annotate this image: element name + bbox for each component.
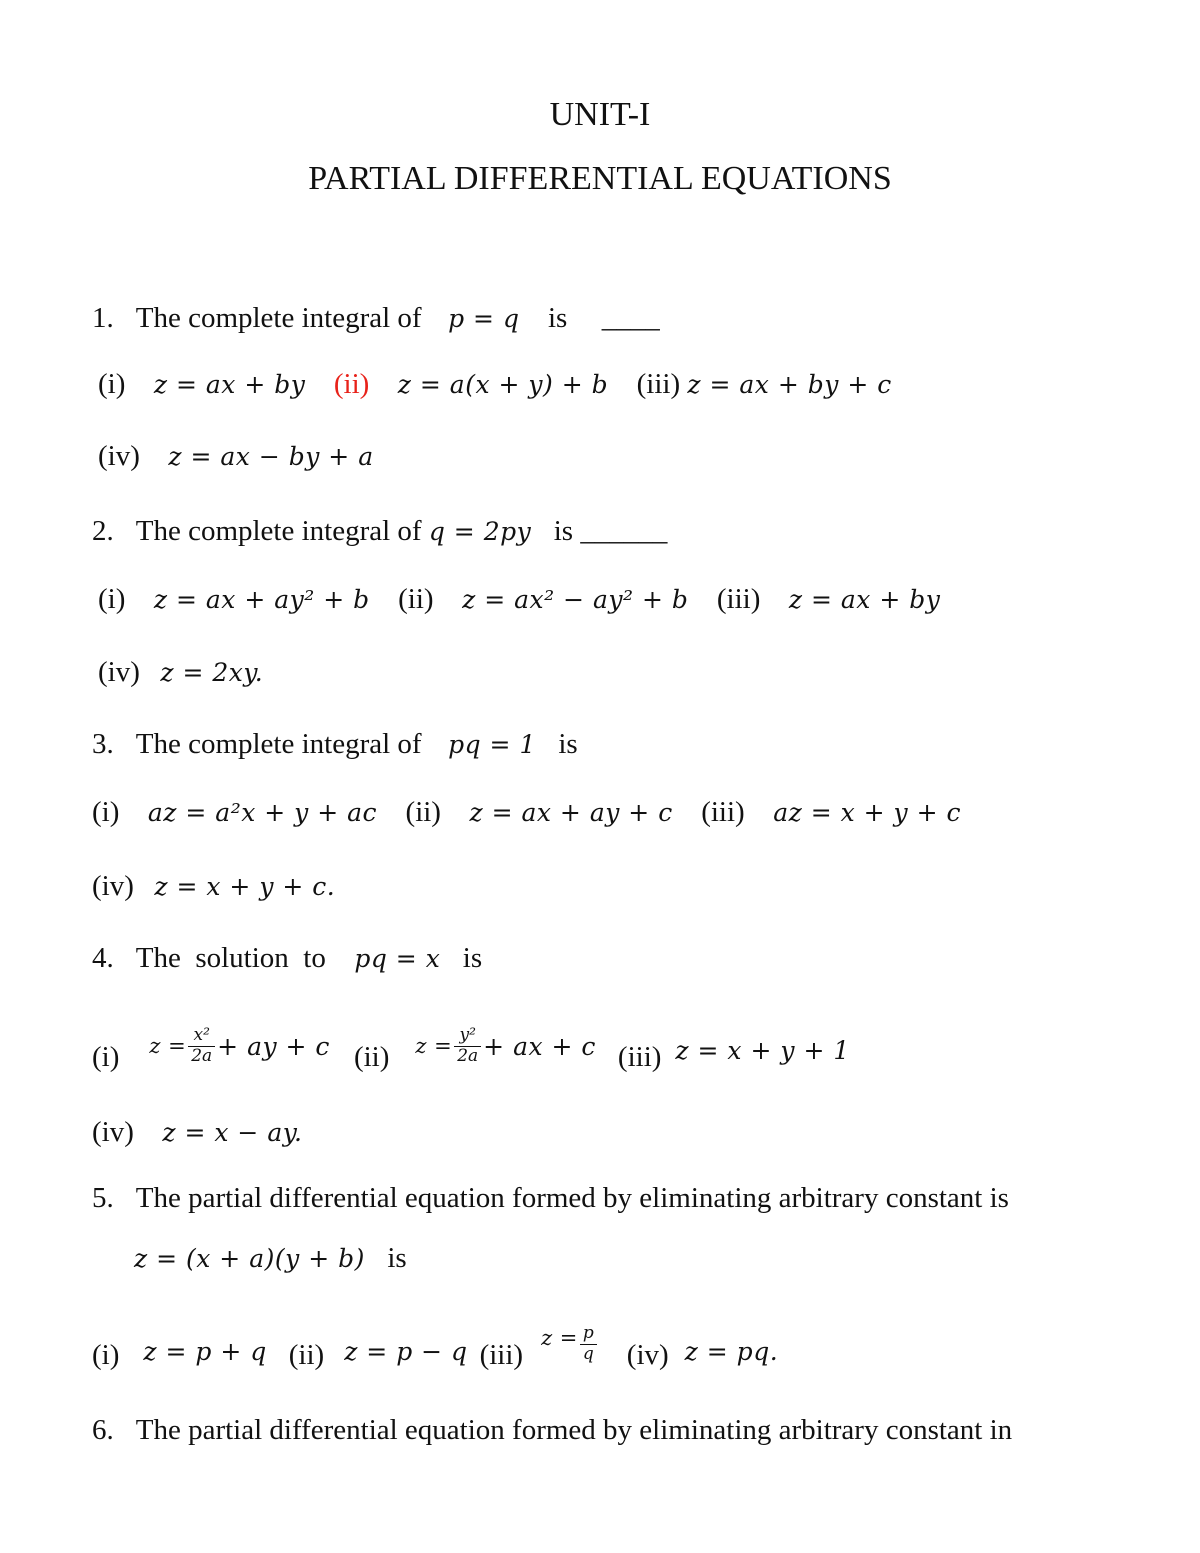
question-2-options-2	[98, 656, 263, 689]
question-expr: pq = x	[354, 944, 441, 973]
question-text: The complete integral of	[135, 302, 422, 334]
unit-heading: UNIT-I	[549, 96, 651, 133]
option-expr-rhs: + ax + c	[483, 1031, 596, 1061]
option-label: (iv)	[626, 1338, 669, 1371]
option-label: (ii)	[405, 796, 441, 828]
option-label: (iii)	[636, 368, 681, 400]
question-tail: is	[547, 302, 568, 334]
question-4-options	[92, 1010, 850, 1082]
fraction	[580, 1324, 597, 1364]
fraction	[454, 1026, 481, 1066]
question-4-options-2	[92, 1116, 302, 1149]
question-number: 2.	[92, 515, 114, 547]
question-number: 5.	[92, 1182, 114, 1214]
option-label: (iv)	[98, 440, 140, 472]
option-label: (i)	[92, 1040, 120, 1073]
fraction-numerator: y²	[454, 1026, 481, 1047]
option-label: (ii)	[398, 583, 434, 615]
option-label: (iv)	[92, 1116, 134, 1148]
answer-blank: ____	[601, 302, 660, 334]
option-expr: z = ax + ay + c	[469, 798, 673, 827]
option-label: (iv)	[92, 870, 134, 902]
option-expr: z = ax + by	[788, 585, 941, 614]
option-label: (ii)	[288, 1338, 325, 1371]
question-number: 4.	[92, 942, 114, 974]
question-tail: is	[558, 728, 578, 760]
option-expr: az = x + y + c	[773, 798, 962, 827]
option-expr: z = p + q	[143, 1336, 267, 1366]
question-5-options	[92, 1306, 778, 1382]
question-expr: pq = 1	[448, 730, 536, 759]
option-expr: z = p − q	[344, 1336, 468, 1366]
option-label-highlighted: (ii)	[333, 368, 370, 400]
question-3-options	[92, 796, 961, 829]
question-4	[92, 942, 482, 975]
question-tail: is	[387, 1242, 407, 1274]
question-5-expression	[134, 1242, 407, 1275]
option-expr: z = pq.	[684, 1336, 779, 1366]
option-expr: z = 2xy.	[160, 658, 264, 687]
question-text: The partial differential equation formed by eliminating arbitrary constant is	[135, 1182, 1009, 1214]
question-6	[92, 1414, 1012, 1447]
question-expr: p = q	[448, 304, 520, 333]
option-label: (iii)	[479, 1338, 524, 1371]
question-3	[92, 728, 578, 761]
option-expr: z = ax² − ay² + b	[462, 585, 689, 614]
fraction-numerator: x²	[188, 1026, 215, 1047]
option-expr: z = x + y + 1	[675, 1035, 850, 1065]
option-expr: z = ax − by + a	[168, 442, 374, 471]
option-expr: z = x − ay.	[162, 1118, 303, 1147]
question-text: The solution to	[135, 942, 326, 974]
option-expr: z = ax + by	[153, 370, 306, 399]
question-1	[92, 302, 660, 335]
question-2-options	[98, 583, 940, 616]
option-expr: z = ax + by + c	[687, 370, 892, 399]
option-expr: z = x + y + c.	[154, 872, 336, 901]
question-text: The partial differential equation formed by eliminating arbitrary constant in	[135, 1414, 1013, 1446]
page-title: PARTIAL DIFFERENTIAL EQUATIONS	[308, 160, 892, 197]
option-label: (iii)	[716, 583, 761, 615]
option-label: (ii)	[353, 1040, 390, 1073]
question-1-options	[98, 368, 892, 401]
option-label: (i)	[92, 796, 120, 828]
question-2	[92, 515, 667, 548]
question-text: The complete integral of	[135, 515, 422, 547]
option-expr-lhs: z =	[415, 1034, 453, 1058]
option-expr: z = a(x + y) + b	[397, 370, 609, 399]
question-5	[92, 1182, 1009, 1215]
question-number: 1.	[92, 302, 114, 334]
fraction	[188, 1026, 215, 1066]
question-expr: z = (x + a)(y + b)	[134, 1244, 365, 1273]
option-expr-lhs: z =	[541, 1326, 578, 1350]
option-label: (iii)	[701, 796, 745, 828]
option-label: (i)	[98, 368, 126, 400]
option-label: (iv)	[98, 656, 140, 688]
question-expr: q = 2py	[428, 517, 532, 546]
option-expr-rhs: + ay + c	[217, 1031, 330, 1061]
question-text: The complete integral of	[135, 728, 422, 760]
question-number: 3.	[92, 728, 114, 760]
option-label: (i)	[98, 583, 126, 615]
fraction-denominator: 2a	[191, 1045, 213, 1066]
option-expr-lhs: z =	[149, 1034, 187, 1058]
question-number: 6.	[92, 1414, 114, 1446]
question-1-options-2	[98, 440, 374, 473]
option-expr: az = a²x + y + ac	[147, 798, 378, 827]
answer-blank: ______	[580, 515, 668, 547]
option-label: (i)	[92, 1338, 120, 1371]
option-expr: z = ax + ay² + b	[153, 585, 370, 614]
fraction-denominator: q	[582, 1343, 594, 1364]
fraction-denominator: 2a	[457, 1045, 479, 1066]
question-3-options-2	[92, 870, 335, 903]
fraction-numerator: p	[580, 1324, 597, 1345]
question-tail: is	[462, 942, 483, 974]
question-tail: is	[553, 515, 574, 547]
option-label: (iii)	[617, 1040, 662, 1073]
